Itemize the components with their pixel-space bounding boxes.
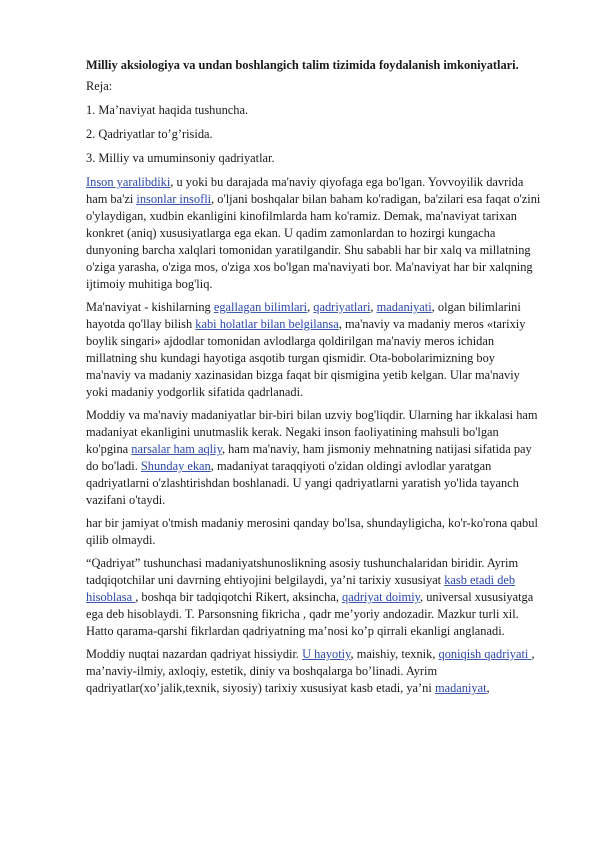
plan-heading: Reja:	[86, 79, 113, 93]
inline-link[interactable]: insonlar insofli	[136, 192, 212, 206]
plan-item-2: 2. Qadriyatlar to’g’risida.	[86, 127, 213, 141]
paragraph-text: har bir jamiyat o'tmish madaniy merosini qanday bo'lsa, shundayligicha, ko'r-ko'rona qabul qilib olmaydi.	[86, 516, 538, 547]
inline-link[interactable]: kasb etadi deb hisoblasa	[86, 573, 516, 604]
paragraph-text: , boshqa bir tadqiqotchi Rikert, aksincha,	[135, 590, 343, 604]
inline-link[interactable]: narsalar ham aqliy	[131, 442, 222, 456]
paragraph-text: , ham ma'naviy, ham jismoniy mehnatning natijasi sifatida pay do bo'ladi.	[86, 442, 532, 473]
paragraph-text: ,	[486, 681, 490, 695]
document-title: Milliy aksiologiya va undan boshlangich talim tizimida foydalanish imkoniyatlari.	[86, 58, 519, 72]
paragraph-text: Moddiy va ma'naviy madaniyatlar bir-biri bilan uzviy bog'liqdir. Ularning har ikkalasi ham madaniyat ekanligini unutmaslik kerak. Negaki inson faoliyatining mahsuli bo'lgan ko'pgina	[86, 408, 538, 456]
paragraph-text: Ma'naviyat - kishilarning	[86, 300, 214, 314]
paragraph-4	[86, 515, 541, 549]
inline-link[interactable]: Inson yaralibdiki	[86, 175, 171, 189]
inline-link[interactable]: qadriyatlari	[313, 300, 371, 314]
paragraph-text: , maishiy, texnik,	[350, 647, 439, 661]
inline-link[interactable]: madaniyat	[434, 681, 487, 695]
paragraph-text: “Qadriyat” tushunchasi madaniyatshunoslikning asosiy tushunchalaridan biridir. Ayrim tadqiqotchilar uni davrning ehtiyojini belgilaydi, ya’ni tarixiy xususiyat	[86, 556, 519, 587]
inline-link[interactable]: egallagan bilimlari	[213, 300, 308, 314]
inline-link[interactable]: qadriyat doimiy	[342, 590, 421, 604]
paragraph-text: Moddiy nuqtai nazardan qadriyat hissiydir.	[86, 647, 303, 661]
paragraph-text: ,	[370, 300, 377, 314]
paragraph-1	[86, 174, 541, 293]
paragraph-6	[86, 646, 541, 697]
inline-link[interactable]: madaniyati	[376, 300, 432, 314]
paragraph-5	[86, 555, 541, 640]
inline-link[interactable]: Shunday ekan	[140, 459, 211, 473]
inline-link[interactable]: kabi holatlar bilan belgilansa	[195, 317, 339, 331]
paragraph-text: , universal xususiyatga ega deb hisoblaydi. T. Parsonsning fikricha , qadr me’yoriy andozadir. Mazkur turli xil. Hatto qarama-qarshi fikrlardan qadriyatning ma’nosi ko’p qirrali ekanligi anglanadi.	[86, 590, 534, 638]
inline-link[interactable]: qoniqish qadriyati	[438, 647, 532, 661]
paragraph-text: , u yoki bu darajada ma'naviy qiyofaga ega bo'lgan. Yovvoyilik davrida ham ba'zi	[86, 175, 524, 206]
paragraph-text: , ma’naviy-ilmiy, axloqiy, estetik, diniy va boshqalarga bo’linadi. Ayrim qadriyatlar(xo’jalik,texnik, siyosiy) tarixiy xususiyat kasb etadi, ya’ni	[86, 647, 535, 695]
paragraph-text: , o'ljani boshqalar bilan baham ko'radigan, ba'zilari esa faqat o'zini o'ylaydigan, xudbin ekanligini kinofilmlarda ham ko'ramiz. Demak, ma'naviyat tarixan konkret (aniq) xususiyatlarga ega ekan. U qadim zamonlardan to hozirgi kungacha dunyoning barcha xalqlari tomonidan yaratilgandir. Shu sababli har bir xalq va millatning o'ziga yarasha, o'ziga mos, o'ziga xos bo'lgan ma'naviyati bor. Ma'naviyat har bir xalqning ijtimoiy muhitiga bog'liq.	[86, 192, 541, 291]
paragraph-text: , ma'naviy va madaniy meros «tarixiy boylik singari» ajdodlar tomonidan avlodlarga qoldirilgan ma'naviy meros ichidan millatning shu kundagi hayotiga asqotib turgan qismidir. Ota-bobolarimizning boy ma'naviy va madaniy xazinasidan bizga faqat bir qismigina yetib kelgan. Ular ma'naviy yoki madaniy yodgorlik sifatida qadrlanadi.	[86, 317, 526, 399]
paragraph-3	[86, 407, 541, 509]
paragraph-text: ,	[307, 300, 314, 314]
paragraph-text: , olgan bilimlarini hayotda qo'llay bilish	[86, 300, 521, 331]
plan-item-1: 1. Ma’naviyat haqida tushuncha.	[86, 103, 249, 117]
paragraph-text: , madaniyat taraqqiyoti o'zidan oldingi avlodlar yaratgan qadriyatlarni o'zlashtirishdan boshlanadi. U yangi qadriyatlarni yaratish yo'lida tayanch vazifani o'taydi.	[86, 459, 519, 507]
inline-link[interactable]: U hayotiy	[302, 647, 351, 661]
paragraph-2	[86, 299, 541, 401]
plan-item-3: 3. Milliy va umuminsoniy qadriyatlar.	[86, 151, 275, 165]
